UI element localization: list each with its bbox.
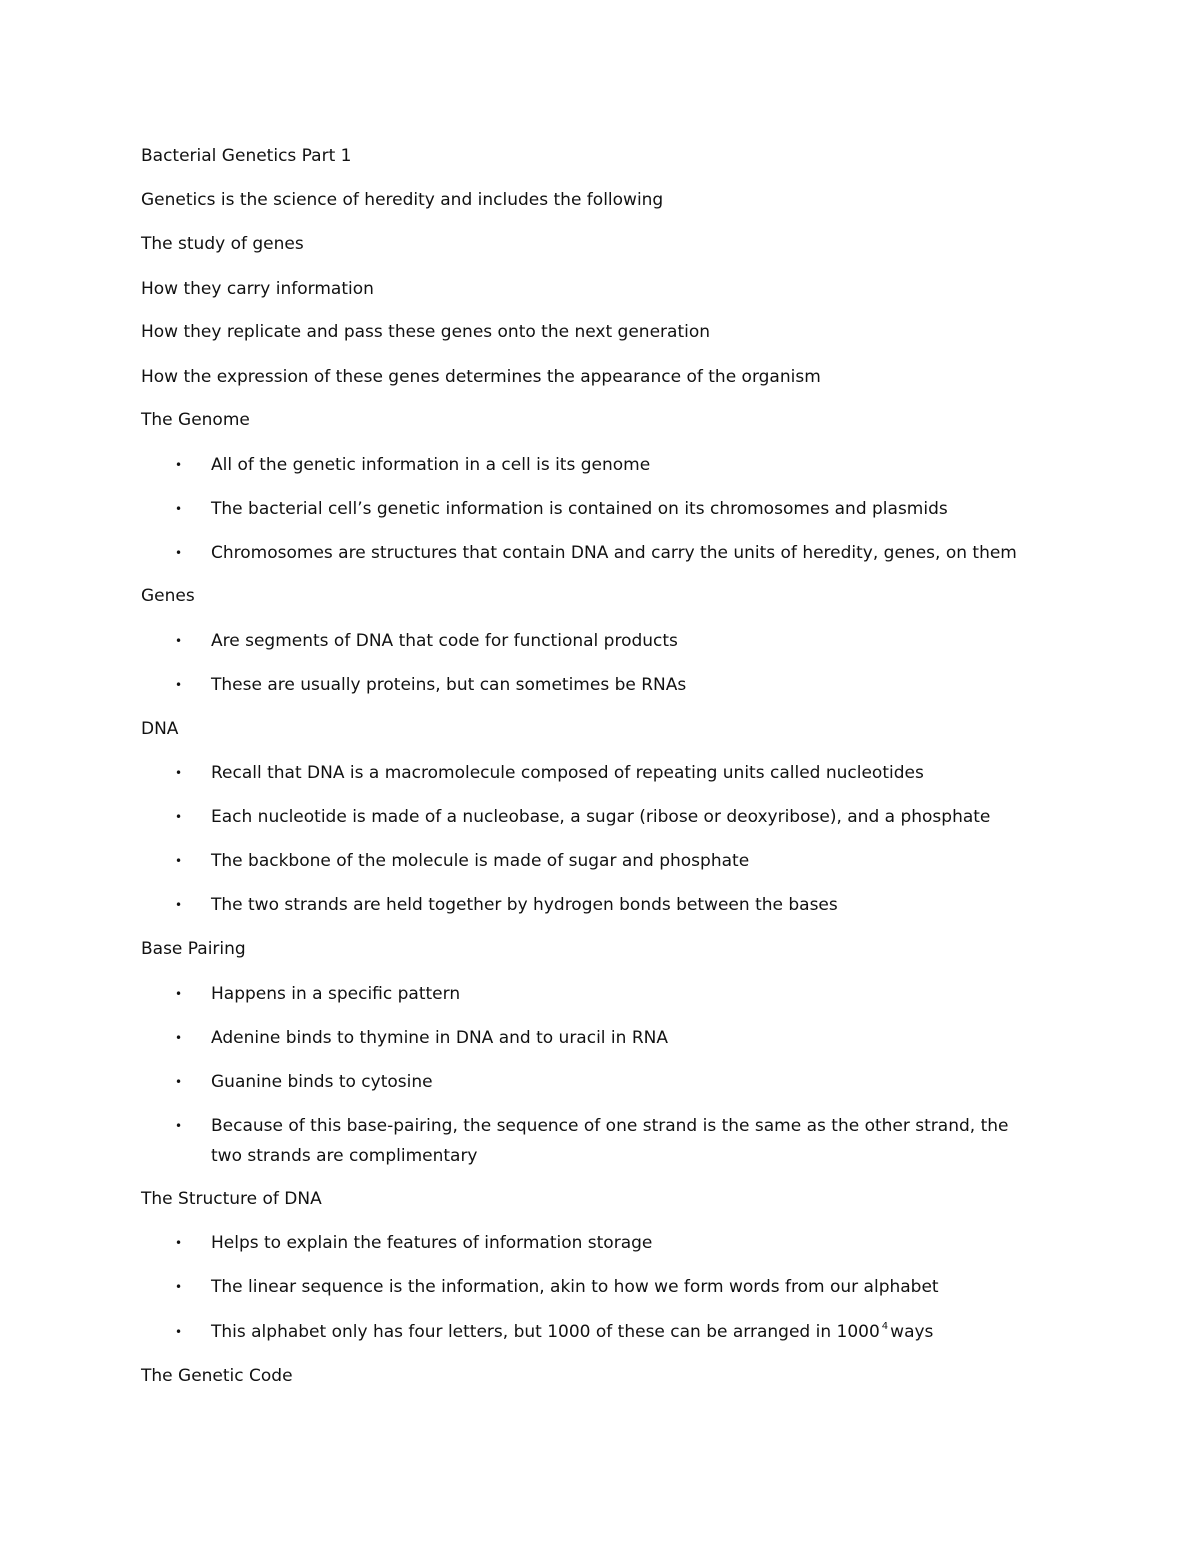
bullet-glyph: • — [175, 458, 183, 472]
bullet-item: Recall that DNA is a macromolecule composed of repeating units called nucleotides — [211, 763, 924, 783]
bullet-glyph: • — [175, 766, 183, 780]
bullet-item: Adenine binds to thymine in DNA and to uracil in RNA — [211, 1028, 668, 1048]
bullet-item: Helps to explain the features of information storage — [211, 1233, 653, 1253]
document-title: Bacterial Genetics Part 1 — [141, 146, 352, 166]
bullet-item: These are usually proteins, but can sometimes be RNAs — [211, 675, 687, 695]
bullet-item: The bacterial cell’s genetic information is contained on its chromosomes and plasmids — [211, 499, 948, 519]
bullet-item: Because of this base-pairing, the sequence of one strand is the same as the other strand, the — [211, 1116, 1009, 1136]
bullet-item: Each nucleotide is made of a nucleobase, a sugar (ribose or deoxyribose), and a phosphate — [211, 807, 991, 827]
bullet-glyph: • — [175, 810, 183, 824]
section-heading: The Structure of DNA — [141, 1189, 322, 1209]
intro-point: The study of genes — [141, 234, 304, 254]
bullet-item: All of the genetic information in a cell is its genome — [211, 455, 651, 475]
bullet-item: The backbone of the molecule is made of sugar and phosphate — [211, 851, 750, 871]
bullet-glyph: • — [175, 634, 183, 648]
section-heading: The Genome — [141, 410, 250, 430]
bullet-glyph: • — [175, 1031, 183, 1045]
bullet-glyph: • — [175, 1236, 183, 1250]
bullet-glyph: • — [175, 1075, 183, 1089]
bullet-item-continuation: two strands are complimentary — [211, 1146, 478, 1166]
section-heading: DNA — [141, 719, 179, 739]
bullet-glyph: • — [175, 898, 183, 912]
bullet-item: Happens in a specific pattern — [211, 984, 461, 1004]
bullet-item-with-exponent — [211, 1321, 933, 1343]
bullet-item: Chromosomes are structures that contain DNA and carry the units of heredity, genes, on them — [211, 543, 1017, 563]
section-heading: Base Pairing — [141, 939, 246, 959]
bullet-item: Guanine binds to cytosine — [211, 1072, 433, 1092]
power-text-before: This alphabet only has four letters, but 1000 of these can be arranged in 1000 — [211, 1322, 880, 1342]
bullet-glyph: • — [175, 987, 183, 1001]
bullet-glyph: • — [175, 1280, 183, 1294]
intro-point: How they carry information — [141, 279, 374, 299]
bullet-item: Are segments of DNA that code for functional products — [211, 631, 678, 651]
power-text-after: ways — [890, 1322, 934, 1342]
intro-point: How they replicate and pass these genes onto the next generation — [141, 322, 711, 342]
section-heading: The Genetic Code — [141, 1366, 293, 1386]
intro-point: How the expression of these genes determines the appearance of the organism — [141, 367, 821, 387]
intro-paragraph: Genetics is the science of heredity and includes the following — [141, 190, 664, 210]
bullet-glyph: • — [175, 502, 183, 516]
bullet-glyph: • — [175, 546, 183, 560]
section-heading: Genes — [141, 586, 195, 606]
bullet-glyph: • — [175, 854, 183, 868]
bullet-glyph: • — [175, 1325, 183, 1339]
power-exponent: 4 — [881, 1321, 889, 1332]
bullet-glyph: • — [175, 678, 183, 692]
bullet-item: The linear sequence is the information, akin to how we form words from our alphabet — [211, 1277, 939, 1297]
bullet-glyph: • — [175, 1119, 183, 1133]
bullet-item: The two strands are held together by hydrogen bonds between the bases — [211, 895, 838, 915]
